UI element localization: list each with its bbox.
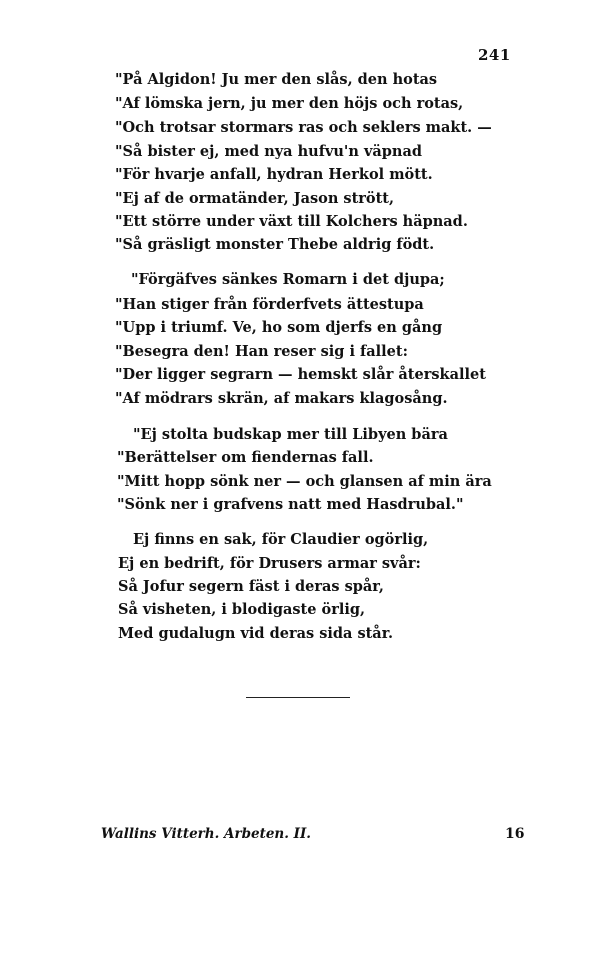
verse-line: "Ej stolta budskap mer till Libyen bära [133,426,448,443]
verse-line: "Ett större under växt till Kolchers häpnad. [115,213,468,230]
verse-line: "Han stiger från förderfvets ättestupa [115,296,424,313]
verse-line: "För hvarje anfall, hydran Herkol mött. [115,166,433,183]
verse-line: Ej en bedrift, för Drusers armar svår: [118,555,421,572]
footer-sheet-number: 16 [505,826,525,842]
verse-line: "Ej af de ormatänder, Jason strött, [115,190,395,207]
verse-line: "På Algidon! Ju mer den slås, den hotas [115,71,438,88]
verse-line: "Besegra den! Han reser sig i fallet: [115,343,408,360]
footer-signature: Wallins Vitterh. Arbeten. II. [101,826,311,842]
verse-line: Ej finns en sak, för Claudier ogörlig, [133,531,429,548]
verse-line: "Mitt hopp sönk ner — och glansen af min ära [117,473,492,490]
verse-line: "Så gräsligt monster Thebe aldrig födt. [115,236,435,253]
verse-line: "Upp i triumf. Ve, ho som djerfs en gång [115,319,443,336]
verse-line: "Och trotsar stormars ras och seklers makt. — [115,119,492,136]
verse-line: "Berättelser om fiendernas fall. [117,449,374,466]
verse-line: "Der ligger segrarn — hemskt slår återskallet [115,366,486,383]
verse-line: "Sönk ner i grafvens natt med Hasdrubal." [117,496,464,513]
verse-line: "Så bister ej, med nya hufvu'n väpnad [115,143,422,160]
section-divider [246,697,350,698]
verse-line: "Af mödrars skrän, af makars klagosång. [115,390,448,407]
verse-line: Så Jofur segern fäst i deras spår, [118,578,384,595]
verse-line: Så visheten, i blodigaste örlig, [118,601,366,618]
verse-line: Med gudalugn vid deras sida står. [118,625,394,642]
verse-line: "Af lömska jern, ju mer den höjs och rotas, [115,95,464,112]
verse-line: "Förgäfves sänkes Romarn i det djupa; [131,271,445,288]
page-number: 241 [478,46,511,64]
